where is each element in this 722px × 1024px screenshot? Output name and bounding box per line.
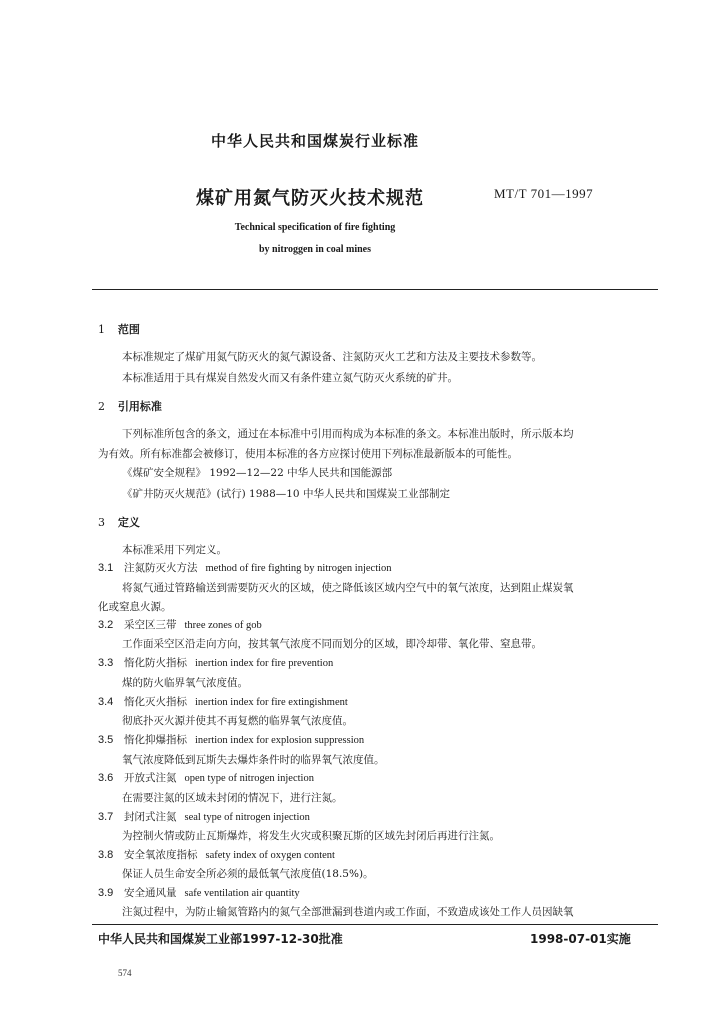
definition-number: 3.2 [98,619,114,631]
definition-heading [98,617,262,632]
section-title: 定义 [117,516,140,529]
definition-english: inertion index for fire extingishment [195,697,348,708]
standard-title: 煤矿用氮气防灭火技术规范 [196,188,424,209]
definition-english: three zones of gob [184,620,262,631]
definition-heading [98,770,314,785]
reference-item: 《矿井防灭火规范》(试行) 1988—10 中华人民共和国煤炭工业部制定 [122,488,450,500]
definition-term: 惰化灭火指标 [124,696,187,708]
definition-term: 封闭式注氮 [124,811,177,823]
effective-date: 1998-07-01实施 [530,932,631,946]
definition-term: 开放式注氮 [124,772,177,784]
paragraph: 为有效。所有标准都会被修订，使用本标准的各方应探讨使用下列标准最新版本的可能性。 [98,448,518,460]
definition-english: safe ventilation air quantity [184,888,300,899]
definition-heading [98,732,364,747]
definition-english: method of fire fighting by nitrogen injection [205,563,392,574]
definition-text: 在需要注氮的区域未封闭的情况下，进行注氮。 [122,792,343,804]
definition-english: seal type of nitrogen injection [184,812,310,823]
paragraph: 本标准规定了煤矿用氮气防灭火的氮气源设备、注氮防灭火工艺和方法及主要技术参数等。 [122,351,542,363]
definition-text: 煤的防火临界氧气浓度值。 [122,677,248,689]
paragraph: 本标准采用下列定义。 [122,544,227,556]
section-title: 范围 [117,323,140,336]
definition-text: 彻底扑灭火源并使其不再复燃的临界氧气浓度值。 [122,715,353,727]
definition-english: inertion index for explosion suppression [195,735,365,746]
definition-heading [98,847,335,862]
definition-text: 为控制火情或防止瓦斯爆炸，将发生火灾或积聚瓦斯的区域先封闭后再进行注氮。 [122,830,500,842]
section-number: 2 [98,400,105,413]
paragraph: 本标准适用于具有煤炭自然发火而又有条件建立氮气防灭火系统的矿井。 [122,372,458,384]
definition-english: inertion index for fire prevention [195,658,334,669]
definition-term: 安全氧浓度指标 [124,849,198,861]
definition-text: 化或窒息火源。 [98,601,172,613]
definition-english: open type of nitrogen injection [184,773,314,784]
definition-text: 氧气浓度降低到瓦斯失去爆炸条件时的临界氧气浓度值。 [122,754,385,766]
definition-heading [98,694,348,709]
definition-text: 将氮气通过管路输送到需要防灭火的区域，使之降低该区域内空气中的氧气浓度，达到阻止煤炭氧 [122,582,574,594]
definition-text: 注氮过程中，为防止输氮管路内的氮气全部泄漏到巷道内或工作面，不致造成该处工作人员因缺氧 [122,906,574,918]
section-1-heading [98,321,140,337]
definition-number: 3.4 [98,696,114,708]
definition-term: 惰化抑爆指标 [124,734,187,746]
definition-number: 3.8 [98,849,114,861]
definition-term: 惰化防火指标 [124,657,187,669]
definition-number: 3.9 [98,887,114,899]
definition-number: 3.3 [98,657,114,669]
definition-heading [98,809,310,824]
section-number: 3 [98,516,105,529]
definition-term: 注氮防灭火方法 [124,562,198,574]
header-divider [92,289,658,290]
section-number: 1 [98,323,105,336]
section-2-heading [98,398,162,414]
definition-term: 采空区三带 [124,619,177,631]
reference-item: 《煤矿安全规程》 1992—12—22 中华人民共和国能源部 [122,467,393,479]
definition-text: 工作面采空区沿走向方向，按其氧气浓度不同而划分的区域，即冷却带、氧化带、窒息带。 [122,638,542,650]
definition-text: 保证人员生命安全所必须的最低氧气浓度值(18.5%)。 [122,868,374,880]
definition-number: 3.1 [98,562,114,574]
issuer-heading: 中华人民共和国煤炭行业标准 [210,132,419,150]
definition-number: 3.5 [98,734,114,746]
section-title: 引用标准 [117,400,162,413]
english-title-line-2: by nitroggen in coal mines [258,244,372,255]
paragraph: 下列标准所包含的条文，通过在本标准中引用而构成为本标准的条文。本标准出版时，所示版本均 [122,428,574,440]
approval-date: 中华人民共和国煤炭工业部1997-12-30批准 [98,932,343,946]
definition-english: safety index of oxygen content [205,850,335,861]
definition-heading [98,560,392,575]
english-title-line-1: Technical specification of fire fighting [234,222,396,233]
footer-divider [92,924,658,925]
definition-number: 3.6 [98,772,114,784]
section-3-heading [98,514,140,530]
definition-term: 安全通风量 [124,887,177,899]
definition-heading [98,655,333,670]
definition-number: 3.7 [98,811,114,823]
standard-code: MT/T 701—1997 [494,186,594,201]
page-number: 574 [118,968,132,978]
definition-heading [98,885,300,900]
